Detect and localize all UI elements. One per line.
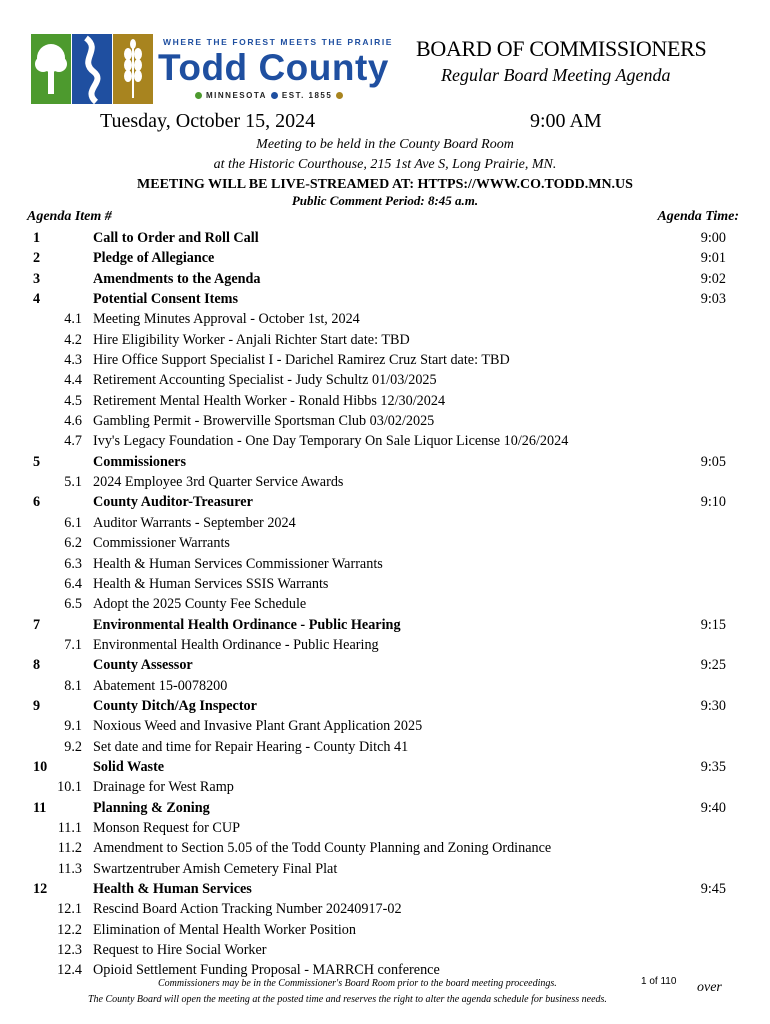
agenda-item-number: 11 [33,799,47,816]
agenda-subitem [0,777,770,797]
agenda-subitem [0,309,770,329]
agenda-item [0,655,770,675]
agenda-item [0,879,770,899]
agenda-item [0,289,770,309]
agenda-item-text: Rescind Board Action Tracking Number 20240917-02 [93,901,402,918]
agenda-item-text: Health & Human Services Commissioner Warrants [93,555,383,572]
agenda-item-number: 6 [33,494,41,511]
agenda-item-time: 9:25 [700,657,726,674]
agenda-subitem [0,431,770,451]
over-indicator: over [697,980,722,995]
agenda-item-text: County Auditor-Treasurer [93,494,253,511]
agenda-item-text: Amendments to the Agenda [93,270,261,287]
agenda-item-number: 4.6 [64,413,82,430]
agenda-item-text: Monson Request for CUP [93,819,241,836]
agenda-item-text: Hire Office Support Specialist I - Darichel Ramirez Cruz Start date: TBD [93,352,510,369]
agenda-item-text: Solid Waste [93,758,165,775]
agenda-item-number: 12.2 [57,921,82,938]
agenda-item-number: 11.2 [57,840,82,857]
agenda-item-number: 8 [33,657,41,674]
agenda-item [0,757,770,777]
agenda-item-time: 9:05 [700,453,726,470]
agenda-item-number: 6.5 [64,596,82,613]
agenda-subitem [0,818,770,838]
agenda-item-number: 7 [33,616,41,633]
agenda-subitem [0,737,770,757]
agenda-item-number: 4.2 [64,331,82,348]
agenda-item-text: Health & Human Services SSIS Warrants [93,575,329,592]
agenda-item-text: Commissioners [93,453,187,470]
agenda-item-text: Hire Eligibility Worker - Anjali Richter Start date: TBD [93,331,410,348]
agenda-item-text: Planning & Zoning [93,799,210,816]
green-dot-icon [195,92,202,99]
agenda-item-time: 9:45 [700,881,726,897]
agenda-item-header: Agenda Item # [27,209,112,224]
logo-county-name: Todd County [158,47,389,88]
agenda-item-number: 12 [33,881,48,897]
agenda-item [0,798,770,818]
agenda-item-text: Pledge of Allegiance [93,250,215,267]
agenda-item [0,452,770,472]
agenda-item-number: 10 [33,758,48,775]
agenda-item-time: 9:35 [700,758,726,775]
agenda-item-text: Amendment to Section 5.05 of the Todd County Planning and Zoning Ordinance [93,840,552,857]
agenda-item-time: 9:40 [700,799,726,816]
agenda-item [0,248,770,268]
wheat-icon [113,34,153,104]
agenda-item-number: 2 [33,250,41,267]
agenda-item-number: 9.1 [64,718,82,735]
agenda-item-number: 5 [33,453,41,470]
agenda-item-text: Retirement Accounting Specialist - Judy Schultz 01/03/2025 [93,372,437,389]
agenda-item-number: 11.1 [57,819,82,836]
agenda-item-text: Elimination of Mental Health Worker Position [93,921,356,938]
agenda-item-number: 7.1 [64,636,82,653]
agenda-subitem [0,676,770,696]
agenda-subitem [0,554,770,574]
agenda-subitem [0,716,770,736]
agenda-item-number: 4.5 [64,392,82,409]
agenda-item-number: 10.1 [57,779,82,796]
agenda-item-number: 6.1 [64,514,82,531]
agenda-subitem [0,513,770,533]
agenda-item-text: Noxious Weed and Invasive Plant Grant Application 2025 [93,718,423,735]
agenda-item-number: 11.3 [57,860,82,877]
livestream-notice: MEETING WILL BE LIVE-STREAMED AT: HTTPS://WWW.CO.TODD.MN.US [137,177,633,192]
agenda-item [0,492,770,512]
agenda-item-number: 6.4 [64,575,82,592]
blue-dot-icon [271,92,278,99]
agenda-subitem [0,370,770,390]
agenda-item-number: 4.3 [64,352,82,369]
agenda-subitem [0,594,770,614]
agenda-item-time: 9:10 [700,494,726,511]
agenda-item-text: Health & Human Services [93,881,252,897]
agenda-item [0,269,770,289]
agenda-item-time: 9:15 [700,616,726,633]
agenda-item-text: Meeting Minutes Approval - October 1st, 2024 [93,311,360,328]
agenda-item-text: Ivy's Legacy Foundation - One Day Temporary On Sale Liquor License 10/26/2024 [93,433,569,450]
agenda-item-number: 1 [33,230,41,246]
agenda-item-number: 6.3 [64,555,82,572]
agenda-item-time: 9:02 [700,270,726,287]
agenda-item-text: Environmental Health Ordinance - Public Hearing [93,616,401,633]
river-icon [72,34,112,104]
agenda-subitem [0,635,770,655]
agenda-list [0,228,770,981]
agenda-item-number: 4 [33,291,41,308]
logo-state: MINNESOTA [206,91,267,100]
agenda-subitem [0,899,770,919]
agenda-item-text: Commissioner Warrants [93,535,230,552]
agenda-subitem [0,940,770,960]
agenda-item-time: 9:30 [700,697,726,714]
agenda-item-text: 2024 Employee 3rd Quarter Service Awards [93,474,344,491]
agenda-subitem [0,472,770,492]
agenda-subitem [0,391,770,411]
agenda-item-number: 4.4 [64,372,82,389]
meeting-time: 9:00 AM [530,110,602,132]
agenda-subitem [0,330,770,350]
agenda-item-time: 9:03 [700,291,726,308]
page-subtitle: Regular Board Meeting Agenda [441,65,671,85]
agenda-item-text: Potential Consent Items [93,291,239,308]
logo-subline [191,91,347,100]
agenda-item-number: 12.4 [57,962,82,979]
footer-note-2: The County Board will open the meeting at the posted time and reserves the right to alter the agenda schedule for business needs. [88,994,607,1005]
agenda-item-number: 8.1 [64,677,82,694]
location-line-2: at the Historic Courthouse, 215 1st Ave S, Long Prairie, MN. [213,157,557,172]
location-line-1: Meeting to be held in the County Board Room [256,137,514,152]
agenda-item-text: Set date and time for Repair Hearing - County Ditch 41 [93,738,409,755]
page-title: BOARD OF COMMISSIONERS [416,36,707,61]
public-comment-period: Public Comment Period: 8:45 a.m. [291,193,479,208]
agenda-subitem [0,533,770,553]
agenda-item-text: Drainage for West Ramp [93,779,234,796]
agenda-item-text: Abatement 15-0078200 [93,677,228,694]
agenda-subitem [0,350,770,370]
agenda-item-time: 9:00 [700,230,726,246]
tree-icon [31,34,71,104]
agenda-subitem [0,411,770,431]
agenda-item-number: 6.2 [64,535,82,552]
agenda-item-number: 9 [33,697,41,714]
agenda-item-text: Opioid Settlement Funding Proposal - MARRCH conference [93,962,440,979]
agenda-item-text: Swartzentruber Amish Cemetery Final Plat [93,860,338,877]
logo-established: EST. 1855 [281,91,333,100]
agenda-item [0,615,770,635]
agenda-item [0,228,770,248]
agenda-item-text: Call to Order and Roll Call [93,230,259,246]
agenda-item-text: Gambling Permit - Browerville Sportsman Club 03/02/2025 [93,413,435,430]
gold-dot-icon [336,92,343,99]
footer-note-1: Commissioners may be in the Commissioner's Board Room prior to the board meeting proceedings. [158,978,557,989]
agenda-item-text: Auditor Warrants - September 2024 [93,514,296,531]
page-number: 1 of 110 [641,976,677,987]
county-logo [31,34,394,106]
logo-tagline: WHERE THE FOREST MEETS THE PRAIRIE [163,37,394,47]
agenda-item-number: 3 [33,270,41,287]
agenda-subitem [0,838,770,858]
agenda-item-number: 12.3 [57,942,82,959]
agenda-item [0,696,770,716]
agenda-item-text: Request to Hire Social Worker [93,942,267,959]
agenda-item-text: County Assessor [93,657,193,674]
agenda-subitem [0,920,770,940]
agenda-item-number: 5.1 [64,474,82,491]
agenda-item-text: Environmental Health Ordinance - Public Hearing [93,636,379,653]
agenda-subitem [0,574,770,594]
agenda-item-time: 9:01 [700,250,726,267]
agenda-subitem [0,859,770,879]
agenda-item-number: 4.1 [64,311,82,328]
agenda-item-text: Adopt the 2025 County Fee Schedule [93,596,307,613]
meeting-date: Tuesday, October 15, 2024 [100,110,316,132]
agenda-item-text: Retirement Mental Health Worker - Ronald Hibbs 12/30/2024 [93,392,446,409]
agenda-item-text: County Ditch/Ag Inspector [93,697,257,714]
agenda-item-number: 12.1 [57,901,82,918]
agenda-item-number: 4.7 [64,433,82,450]
agenda-item-number: 9.2 [64,738,82,755]
agenda-time-header: Agenda Time: [657,209,739,224]
